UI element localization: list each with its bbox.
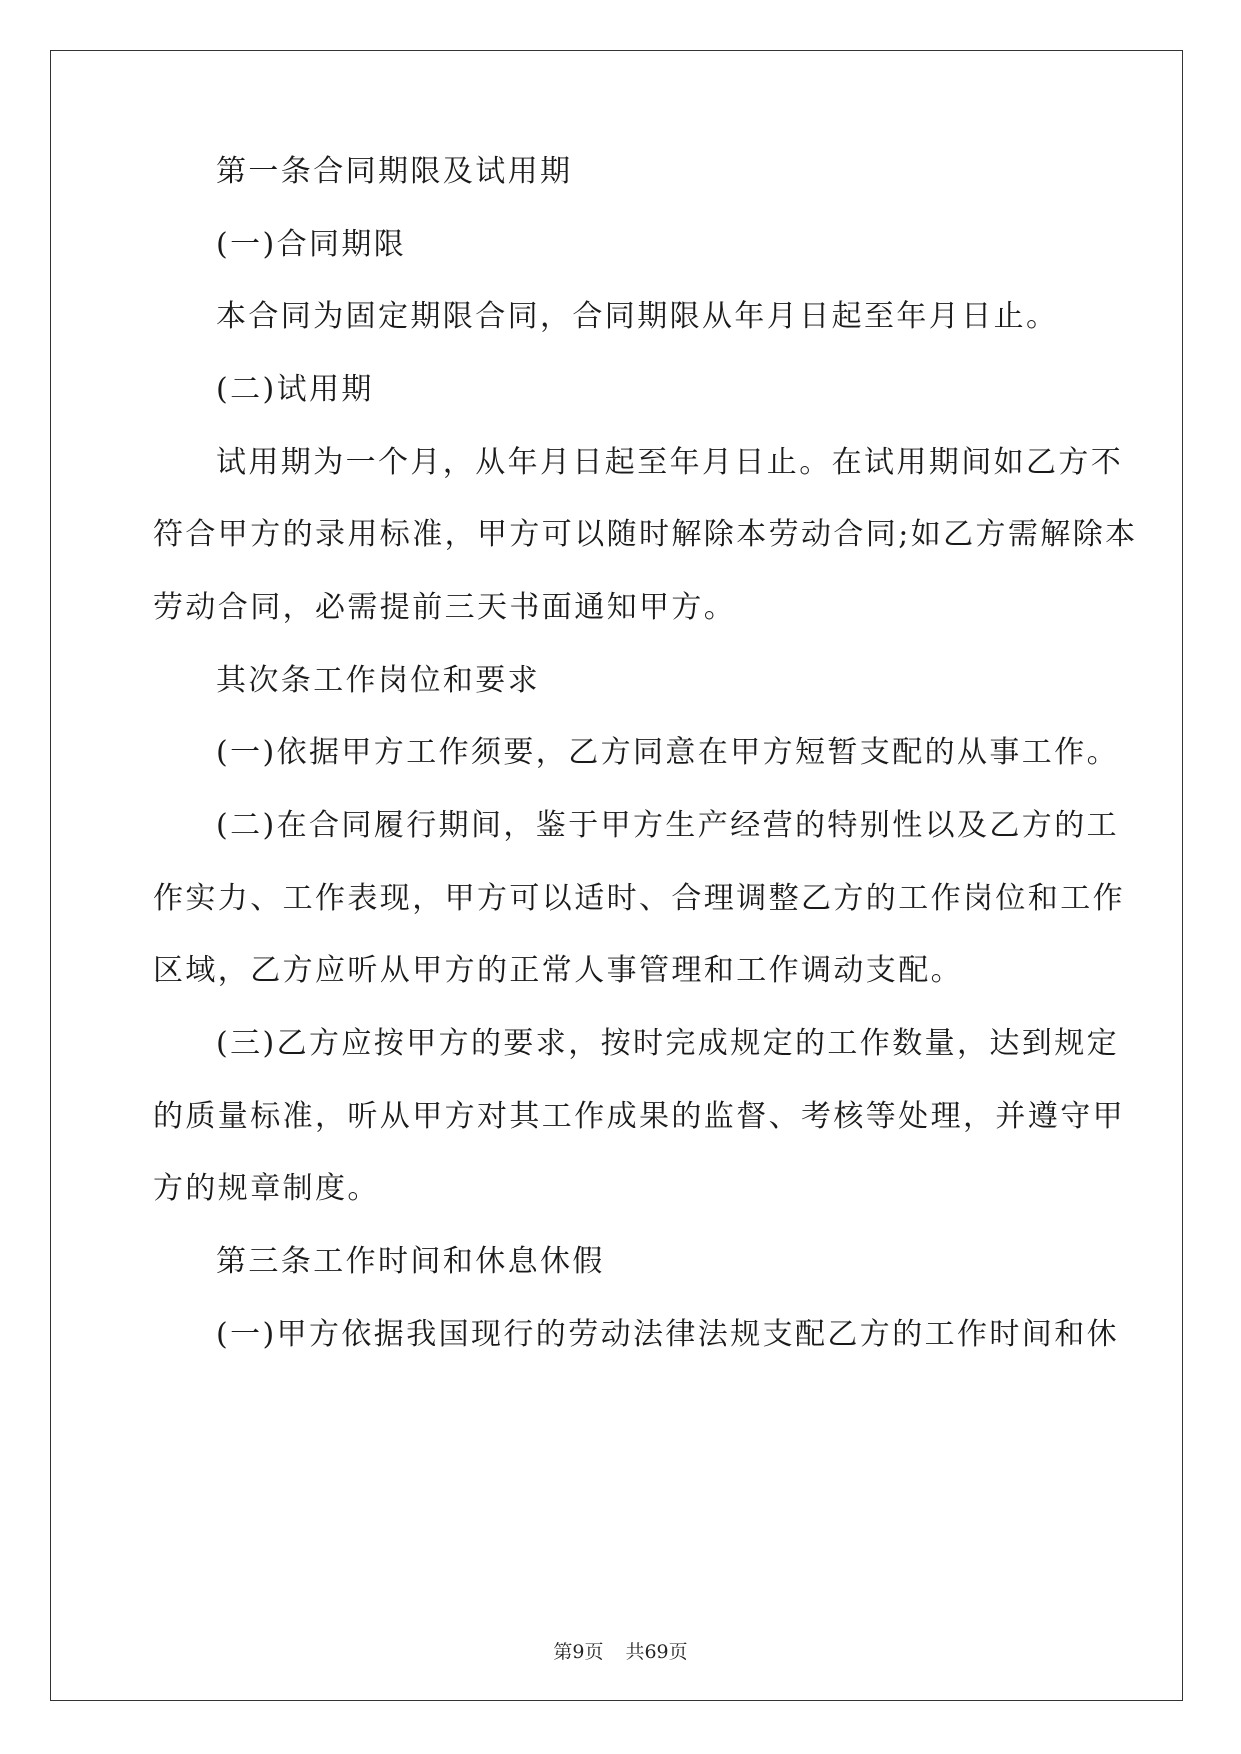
paragraph-line: 方的规章制度。 (153, 1171, 380, 1206)
paragraph-line: 本合同为固定期限合同，合同期限从年月日起至年月日止。 (216, 299, 1059, 334)
page-number: 第9页 (553, 1641, 604, 1663)
section-1-1-heading: (一)合同期限 (216, 227, 407, 262)
page-footer (0, 1640, 1241, 1664)
paragraph-line: (一)依据甲方工作须要，乙方同意在甲方短暂支配的从事工作。 (216, 735, 1120, 770)
page-total: 共69页 (625, 1641, 688, 1663)
paragraph-line: 的质量标准，听从甲方对其工作成果的监督、考核等处理，并遵守甲 (153, 1099, 1125, 1134)
article-2-heading: 其次条工作岗位和要求 (216, 663, 540, 698)
paragraph-line: (一)甲方依据我国现行的劳动法律法规支配乙方的工作时间和休 (216, 1317, 1120, 1352)
article-1-heading: 第一条合同期限及试用期 (216, 154, 573, 189)
section-1-2-heading: (二)试用期 (216, 372, 374, 407)
paragraph-line: (三)乙方应按甲方的要求，按时完成规定的工作数量，达到规定 (216, 1026, 1120, 1061)
paragraph-line: (二)在合同履行期间，鉴于甲方生产经营的特别性以及乙方的工 (216, 808, 1120, 843)
article-3-heading: 第三条工作时间和休息休假 (216, 1244, 605, 1279)
paragraph-line: 试用期为一个月，从年月日起至年月日止。在试用期间如乙方不 (216, 445, 1124, 480)
paragraph-line: 劳动合同，必需提前三天书面通知甲方。 (153, 590, 737, 625)
paragraph-line: 作实力、工作表现，甲方可以适时、合理调整乙方的工作岗位和工作 (153, 881, 1125, 916)
paragraph-line: 符合甲方的录用标准，甲方可以随时解除本劳动合同;如乙方需解除本 (153, 517, 1138, 552)
paragraph-line: 区域，乙方应听从甲方的正常人事管理和工作调动支配。 (153, 953, 963, 988)
